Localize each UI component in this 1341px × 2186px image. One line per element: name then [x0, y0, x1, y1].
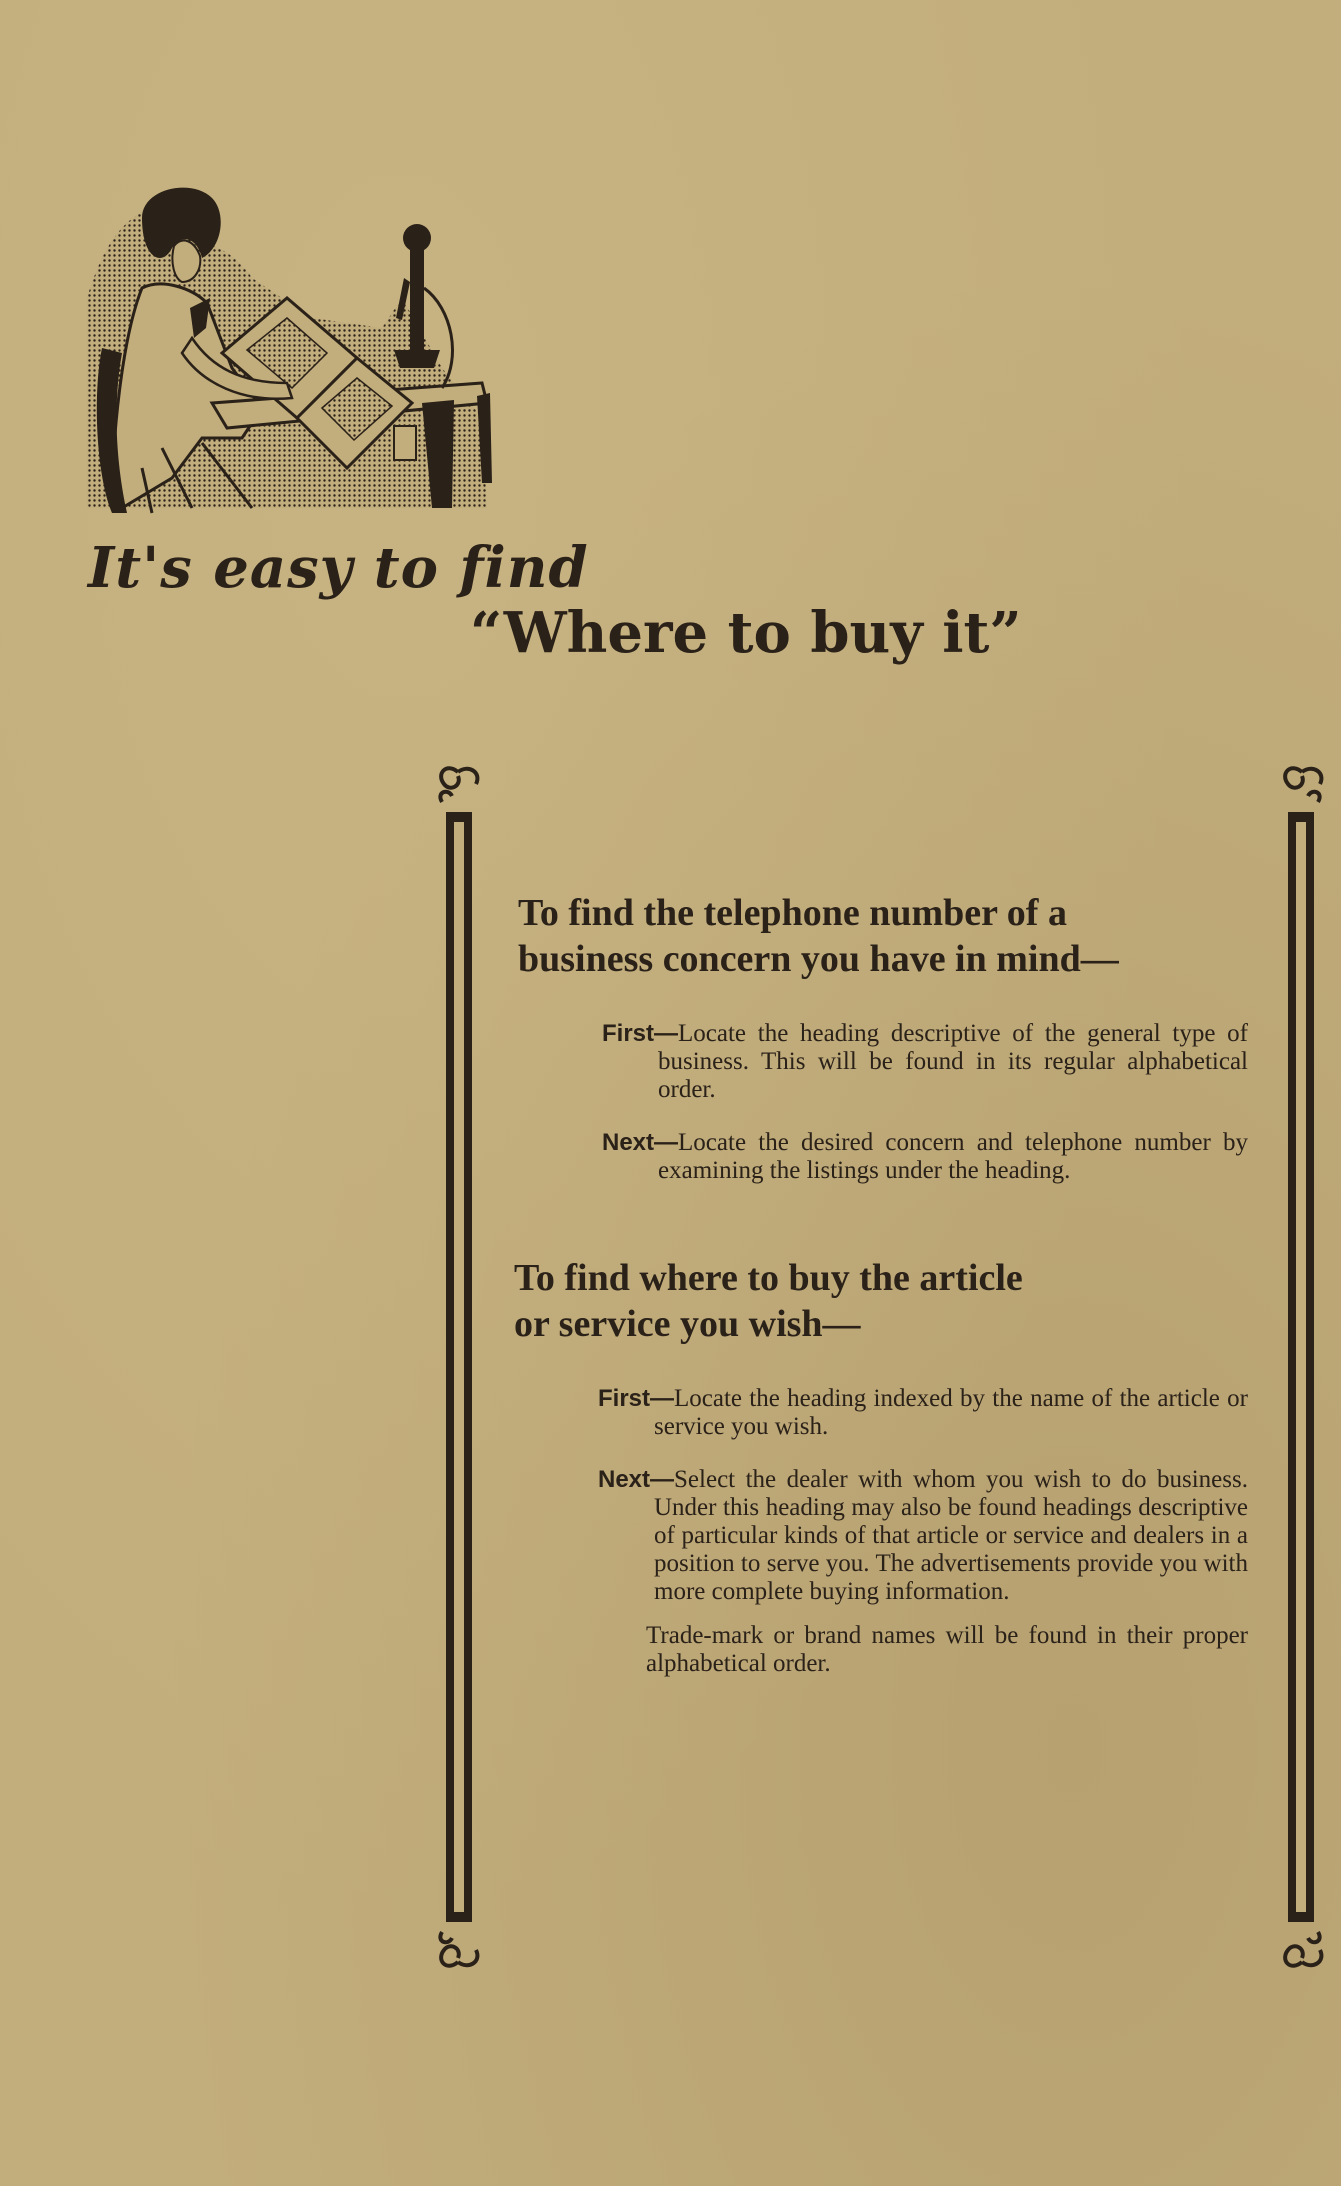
section-where-to-buy [514, 1255, 1248, 1678]
section-heading-line-2: business concern you have in mind— [518, 938, 1119, 980]
section-telephone-number [518, 890, 1248, 1185]
instruction-first [602, 1020, 1248, 1104]
section-heading-line-1: To find the telephone number of a [518, 892, 1067, 934]
instruction-next [602, 1129, 1248, 1185]
headline-line-1: It's easy to find [88, 535, 589, 601]
instruction-text: Locate the heading descriptive of the general type of business. This will be found in its regular alphabetical order. [658, 1020, 1248, 1103]
instruction-list [602, 1020, 1248, 1185]
left-ornamental-bar [428, 762, 488, 1972]
section-heading-line-2: or service you wish— [514, 1303, 861, 1345]
instruction-lead: First— [602, 1020, 679, 1047]
section-heading [514, 1255, 1248, 1347]
instruction-text: Locate the heading indexed by the name of the article or service you wish. [654, 1385, 1248, 1440]
headline-line-2: “Where to buy it” [470, 600, 1022, 666]
trade-mark-note: Trade-mark or brand names will be found in their proper alphabetical order. [646, 1622, 1248, 1677]
instruction-lead: Next— [598, 1466, 675, 1493]
instruction-lead: Next— [602, 1129, 679, 1156]
instruction-first [598, 1385, 1248, 1441]
woman-reading-directory-illustration [82, 178, 562, 538]
section-heading [518, 890, 1248, 982]
instruction-next [598, 1466, 1248, 1606]
instruction-list [598, 1385, 1248, 1678]
section-heading-line-1: To find where to buy the article [514, 1257, 1023, 1299]
right-ornamental-bar [1272, 762, 1332, 1972]
instruction-text: Select the dealer with whom you wish to do business. Under this heading may also be found headings descriptive of particular kinds of that article or service and dealers in a position to serve you. The advertisements provide you with more complete buying information. [654, 1466, 1248, 1605]
instruction-lead: First— [598, 1385, 675, 1412]
instructions-content [514, 890, 1248, 1703]
instruction-text: Locate the desired concern and telephone number by examining the listings under the heading. [658, 1129, 1248, 1184]
